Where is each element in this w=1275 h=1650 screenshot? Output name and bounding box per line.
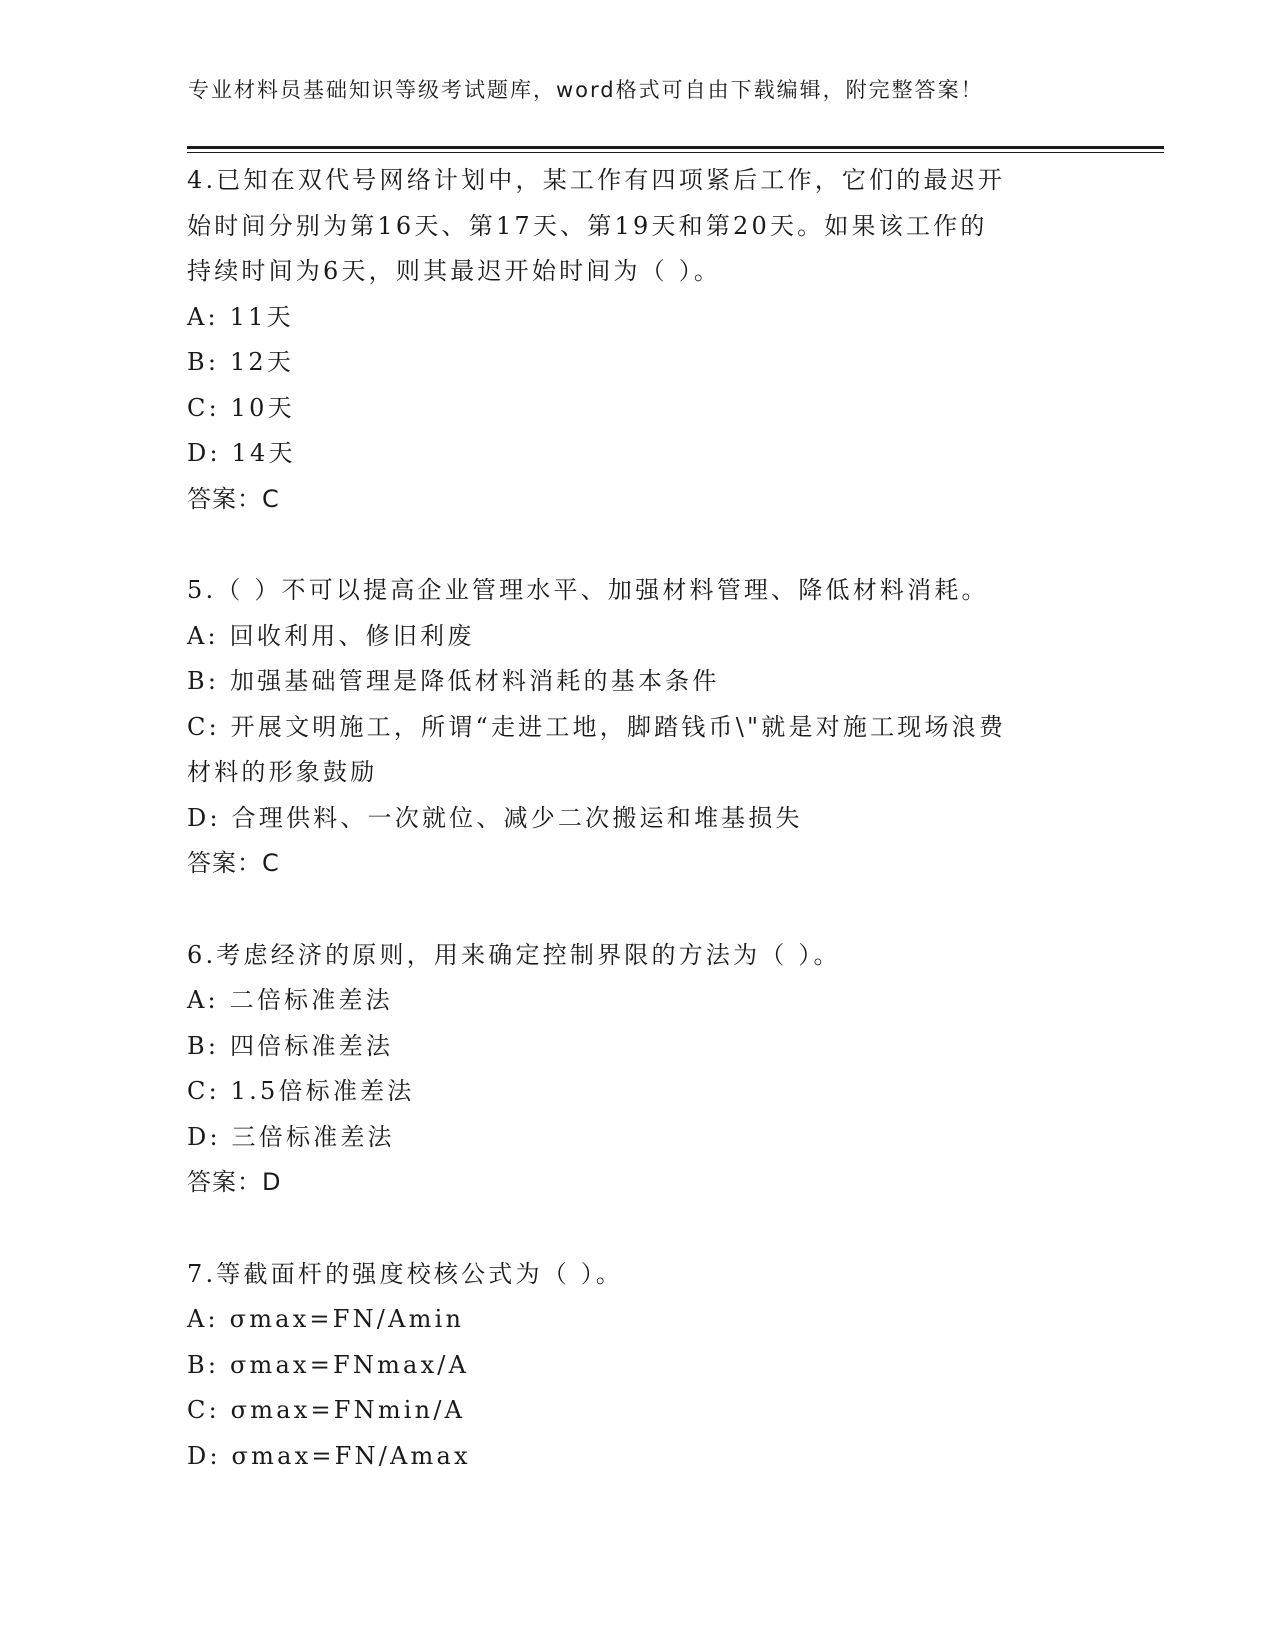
option-a: A: 回收利用、修旧利废: [187, 621, 475, 650]
question-4: [187, 158, 1087, 522]
option-d: D: 三倍标准差法: [187, 1122, 395, 1151]
answer-line: [187, 1160, 1087, 1206]
answer-value: C: [262, 484, 280, 513]
option-b: B: 12天: [187, 348, 295, 376]
answer-line: [187, 477, 1087, 523]
header-rule-thick: [187, 146, 1164, 149]
header-rule-thin: [187, 152, 1164, 153]
option-d: D: 合理供料、一次就位、减少二次搬运和堆基损失: [187, 803, 803, 832]
option-b: B: 四倍标准差法: [187, 1031, 394, 1060]
option-a: A: 二倍标准差法: [187, 986, 393, 1014]
question-text-line: 4.已知在双代号网络计划中，某工作有四项紧后工作，它们的最迟开: [187, 166, 1006, 194]
answer-label: 答案：: [187, 1168, 262, 1196]
option-c: C: 1.5倍标准差法: [187, 1077, 415, 1105]
question-6: [187, 933, 1087, 1206]
option-c: C: 10天: [187, 393, 295, 422]
page-header: 专业材料员基础知识等级考试题库，word格式可自由下载编辑，附完整答案！: [188, 78, 984, 102]
question-text-line: 6.考虑经济的原则，用来确定控制界限的方法为（ ）。: [187, 940, 841, 969]
answer-label: 答案：: [187, 849, 262, 877]
answer-label: 答案：: [187, 484, 262, 513]
option-c: C: 开展文明施工，所谓“走进工地，脚踏钱币\"就是对施工现场浪费: [187, 712, 1007, 741]
option-b: B: 加强基础管理是降低材料消耗的基本条件: [187, 667, 720, 695]
option-b: B: σmax=FNmax/A: [187, 1350, 470, 1379]
answer-line: [187, 841, 1087, 887]
question-list: [187, 158, 1087, 1525]
question-text-line: 5.（ ）不可以提高企业管理水平、加强材料管理、降低材料消耗。: [187, 576, 989, 604]
option-c: C: σmax=FNmin/A: [187, 1396, 466, 1424]
question-text-line: 持续时间为6天，则其最迟开始时间为（ ）。: [187, 257, 722, 285]
answer-value: D: [262, 1168, 282, 1196]
question-5: [187, 568, 1087, 887]
answer-value: C: [262, 849, 280, 877]
option-c-continued: 材料的形象鼓励: [187, 758, 378, 786]
option-d: D: σmax=FN/Amax: [187, 1441, 471, 1470]
question-text-line: 始时间分别为第16天、第17天、第19天和第20天。如果该工作的: [187, 211, 988, 240]
option-a: A: σmax=FN/Amin: [187, 1305, 465, 1333]
question-7: [187, 1252, 1087, 1480]
question-text-line: 7.等截面杆的强度校核公式为（ ）。: [187, 1259, 624, 1288]
option-a: A: 11天: [187, 302, 294, 331]
option-d: D: 14天: [187, 439, 296, 467]
